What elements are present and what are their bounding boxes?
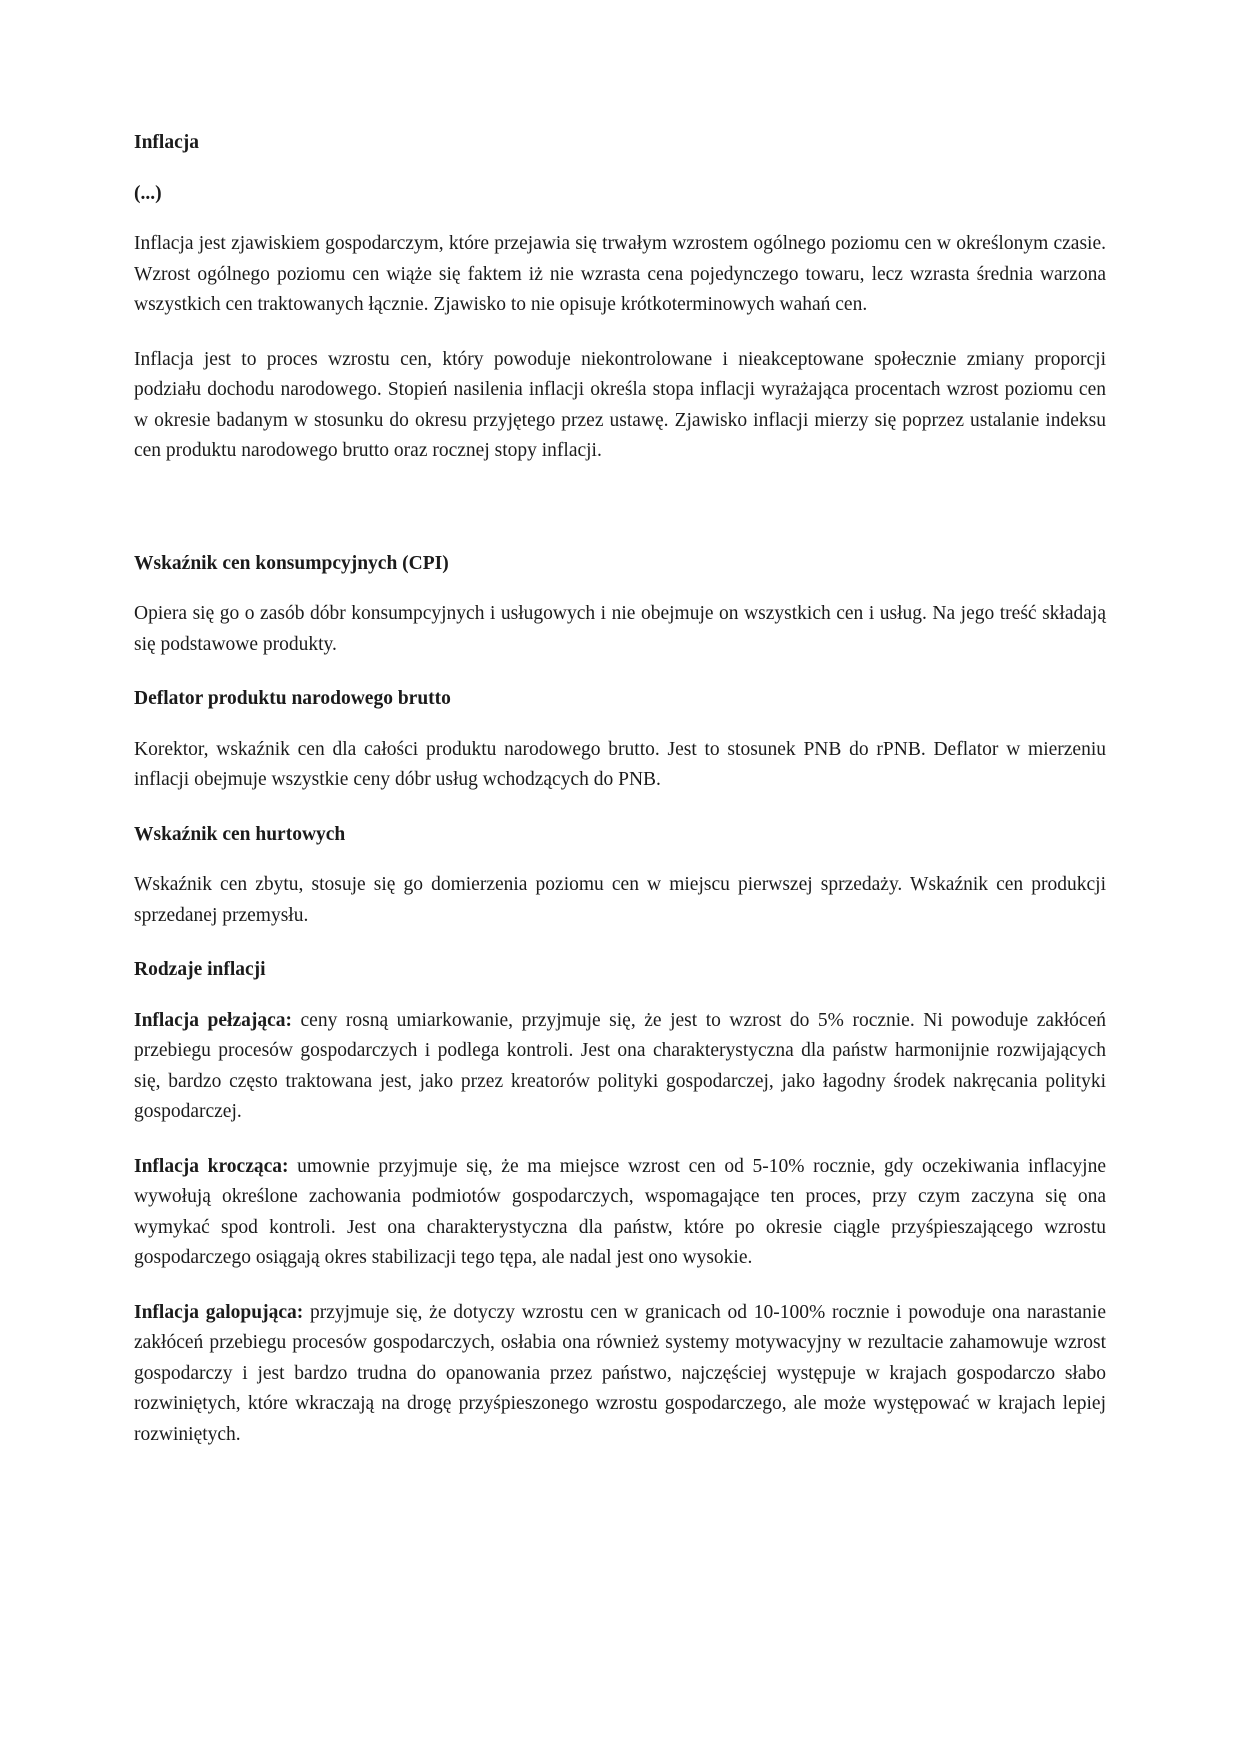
paragraph-inflation-definition-2: Inflacja jest to proces wzrostu cen, który powoduje niekontrolowane i nieakceptowane społecznie zmiany proporcji podziału dochodu narodowego. Stopień nasilenia inflacji określa stopa inflacji wyrażająca procentach wzrost poziomu cen w okresie badanym w stosunku do okresu przyjętego przez ustawę. Zjawisko inflacji mierzy się poprzez ustalanie indeksu cen produktu narodowego brutto oraz rocznej stopy inflacji. (134, 348, 1106, 461)
heading-wholesale-price-index: Wskaźnik cen hurtowych (134, 823, 346, 845)
creeping-inflation-term: Inflacja pełzająca: (134, 1009, 292, 1031)
paragraph-inflation-definition-1: Inflacja jest zjawiskiem gospodarczym, które przejawia się trwałym wzrostem ogólnego poziomu cen w określonym czasie. Wzrost ogólnego poziomu cen wiąże się faktem iż nie wzrasta cena pojedynczego towaru, lecz wzrasta średnia warzona wszystkich cen traktowanych łącznie. Zjawisko to nie opisuje krótkoterminowych wahań cen. (134, 233, 1106, 315)
galloping-inflation-term: Inflacja galopująca: (134, 1301, 304, 1323)
paragraph-wholesale-price-index: Wskaźnik cen zbytu, stosuje się go domierzenia poziomu cen w miejscu pierwszej sprzedaży. Wskaźnik cen produkcji sprzedanej przemysłu. (134, 874, 1106, 926)
galloping-inflation-text: przyjmuje się, że dotyczy wzrostu cen w granicach od 10-100% rocznie i powoduje ona narastanie zakłóceń przebiegu procesów gospodarczych, osłabia ona również systemy motywacyjny w rezultacie zahamowuje wzrost gospodarczy i jest bardzo trudna do opanowania przez państwo, najczęściej występuje w krajach gospodarczo słabo rozwiniętych, które wkraczają na drogę przyśpieszonego wzrostu gospodarczego, ale może występować w krajach lepiej rozwiniętych. (134, 1301, 1106, 1445)
heading-inflation-types: Rodzaje inflacji (134, 959, 266, 980)
ellipsis-heading: (...) (134, 182, 162, 204)
paragraph-creeping-inflation (134, 1006, 1106, 1128)
paragraph-galloping-inflation (134, 1298, 1106, 1451)
doc-title: Inflacja (134, 132, 199, 153)
paragraph-walking-inflation (134, 1152, 1106, 1274)
heading-cpi: Wskaźnik cen konsumpcyjnych (CPI) (134, 552, 449, 574)
walking-inflation-term: Inflacja krocząca: (134, 1155, 289, 1177)
creeping-inflation-text: ceny rosną umiarkowanie, przyjmuje się, że jest to wzrost do 5% rocznie. Ni powoduje zakłóceń przebiegu procesów gospodarczych i podlega kontroli. Jest ona charakterystyczna dla państw harmonijnie rozwijających się, bardzo często traktowana jest, jako przez kreatorów polityki gospodarczej, jako łagodny środek nakręcania polityki gospodarczej. (134, 1009, 1106, 1122)
paragraph-deflator: Korektor, wskaźnik cen dla całości produktu narodowego brutto. Jest to stosunek PNB do rPNB. Deflator w mierzeniu inflacji obejmuje wszystkie ceny dóbr usług wchodzących do PNB. (134, 738, 1106, 790)
paragraph-cpi: Opiera się go o zasób dóbr konsumpcyjnych i usługowych i nie obejmuje on wszystkich cen i usług. Na jego treść składają się podstawowe produkty. (134, 603, 1106, 655)
heading-deflator: Deflator produktu narodowego brutto (134, 688, 451, 709)
walking-inflation-text: umownie przyjmuje się, że ma miejsce wzrost cen od 5-10% rocznie, gdy oczekiwania inflacyjne wywołują określone zachowania podmiotów gospodarczych, wspomagające ten proces, przy czym zaczyna się ona wymykać spod kontroli. Jest ona charakterystyczna dla państw, które po okresie ciągle przyśpieszającego wzrostu gospodarczego osiągają okres stabilizacji tego tępa, ale nadal jest ono wysokie. (134, 1155, 1106, 1268)
